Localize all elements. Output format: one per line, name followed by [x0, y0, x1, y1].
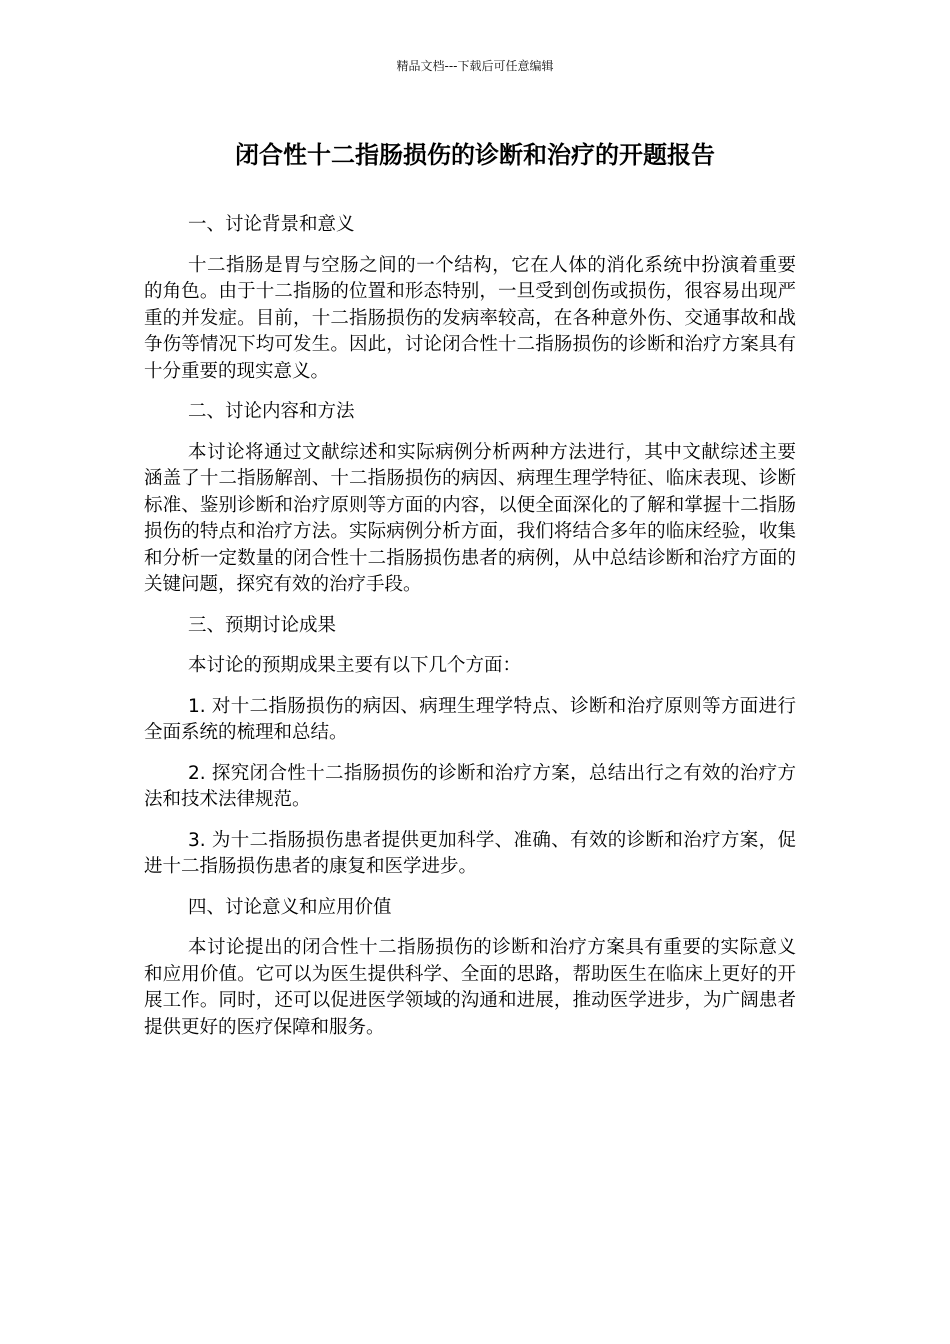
- header-note: 精品文档---下载后可任意编辑: [396, 59, 554, 73]
- section-content-methods: [144, 399, 796, 599]
- list-item: 3. 为十二指肠损伤患者提供更加科学、准确、有效的诊断和治疗方案，促进十二指肠损伤患者的康复和医学进步。: [144, 829, 796, 877]
- section-expected-results: [144, 613, 796, 881]
- section-heading: 三、预期讨论成果: [188, 614, 337, 636]
- document-title: 闭合性十二指肠损伤的诊断和治疗的开题报告: [235, 141, 715, 169]
- document-body: [144, 212, 796, 1055]
- list-item: 1. 对十二指肠损伤的病因、病理生理学特点、诊断和治疗原则等方面进行全面系统的梳理和总结。: [144, 695, 796, 743]
- section-intro: 本讨论的预期成果主要有以下几个方面：: [188, 655, 522, 676]
- section-significance: [144, 895, 796, 1042]
- section-paragraph: 十二指肠是胃与空肠之间的一个结构，它在人体的消化系统中扮演着重要的角色。由于十二指肠的位置和形态特别，一旦受到创伤或损伤，很容易出现严重的并发症。目前，十二指肠损伤的发病率较高，在各种意外伤、交通事故和战争伤等情况下均可发生。因此，讨论闭合性十二指肠损伤的诊断和治疗方案具有十分重要的现实意义。: [144, 254, 796, 382]
- list-item: 2. 探究闭合性十二指肠损伤的诊断和治疗方案，总结出行之有效的治疗方法和技术法律规范。: [144, 762, 796, 810]
- section-heading: 四、讨论意义和应用价值: [188, 896, 392, 918]
- section-background: [144, 212, 796, 385]
- section-heading: 一、讨论背景和意义: [188, 214, 355, 235]
- section-paragraph: 本讨论提出的闭合性十二指肠损伤的诊断和治疗方案具有重要的实际意义和应用价值。它可以为医生提供科学、全面的思路，帮助医生在临床上更好的开展工作。同时，还可以促进医学领域的沟通和进展，推动医学进步，为广阔患者提供更好的医疗保障和服务。: [144, 937, 796, 1038]
- section-paragraph: 本讨论将通过文献综述和实际病例分析两种方法进行，其中文献综述主要涵盖了十二指肠解剖、十二指肠损伤的病因、病理生理学特征、临床表现、诊断标准、鉴别诊断和治疗原则等方面的内容，以便全面深化的了解和掌握十二指肠损伤的特点和治疗方法。实际病例分析方面，我们将结合多年的临床经验，收集和分析一定数量的闭合性十二指肠损伤患者的病例，从中总结诊断和治疗方面的关键问题，探究有效的治疗手段。: [144, 441, 796, 595]
- section-heading: 二、讨论内容和方法: [188, 401, 355, 422]
